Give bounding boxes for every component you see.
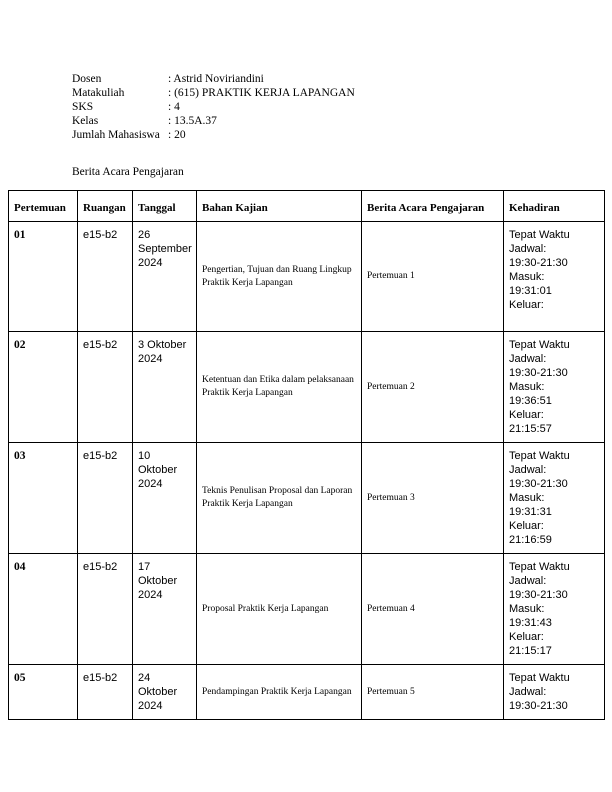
- cell-berita-acara: Pertemuan 4: [362, 554, 504, 665]
- kehadiran-line: Tepat Waktu: [509, 339, 570, 351]
- cell-kehadiran: [504, 332, 605, 443]
- info-row-jumlah: [72, 128, 355, 142]
- table-row: [9, 554, 605, 665]
- course-info: [72, 72, 355, 142]
- info-row-sks: [72, 100, 355, 114]
- kehadiran-line: Masuk:: [509, 271, 545, 283]
- kehadiran-line: Tepat Waktu: [509, 672, 570, 684]
- kehadiran-line: 19:30-21:30: [509, 589, 568, 601]
- cell-pertemuan: 03: [9, 443, 78, 554]
- cell-pertemuan: 05: [9, 665, 78, 720]
- kehadiran-line: 21:15:57: [509, 423, 552, 435]
- kehadiran-line: 19:31:43: [509, 617, 552, 629]
- kehadiran-line: 21:15:17: [509, 645, 552, 657]
- info-label: Jumlah Mahasiswa: [72, 129, 160, 141]
- info-value: : Astrid Noviriandini: [168, 73, 264, 85]
- cell-berita-acara: Pertemuan 5: [362, 665, 504, 720]
- kehadiran-line: Keluar:: [509, 409, 544, 421]
- kehadiran-line: 19:31:31: [509, 506, 552, 518]
- kehadiran-line: 19:30-21:30: [509, 257, 568, 269]
- table-row: [9, 443, 605, 554]
- table-row: [9, 332, 605, 443]
- cell-kehadiran: [504, 554, 605, 665]
- kehadiran-line: Tepat Waktu: [509, 450, 570, 462]
- cell-ruangan: e15-b2: [78, 332, 133, 443]
- cell-tanggal: 10 Oktober 2024: [133, 443, 197, 554]
- kehadiran-line: Tepat Waktu: [509, 561, 570, 573]
- kehadiran-line: Masuk:: [509, 603, 545, 615]
- info-value: : 13.5A.37: [168, 115, 217, 127]
- kehadiran-line: 21:16:59: [509, 534, 552, 546]
- info-value: : 4: [168, 101, 180, 113]
- info-label: SKS: [72, 101, 94, 113]
- info-label: Kelas: [72, 115, 99, 127]
- info-row-matakuliah: [72, 86, 355, 100]
- info-value: : (615) PRAKTIK KERJA LAPANGAN: [168, 87, 355, 99]
- table-row: [9, 665, 605, 720]
- header-kehadiran: Kehadiran: [504, 191, 605, 222]
- cell-berita-acara: Pertemuan 2: [362, 332, 504, 443]
- kehadiran-line: Masuk:: [509, 492, 545, 504]
- cell-bahan-kajian: Pendampingan Praktik Kerja Lapangan: [197, 665, 362, 720]
- cell-bahan-kajian: Ketentuan dan Etika dalam pelaksanaan Praktik Kerja Lapangan: [197, 332, 362, 443]
- kehadiran-line: 19:30-21:30: [509, 478, 568, 490]
- header-bahan-kajian: Bahan Kajian: [197, 191, 362, 222]
- kehadiran-line: Jadwal:: [509, 575, 547, 587]
- cell-ruangan: e15-b2: [78, 443, 133, 554]
- info-label: Matakuliah: [72, 87, 125, 99]
- cell-berita-acara: Pertemuan 1: [362, 222, 504, 332]
- header-berita-acara: Berita Acara Pengajaran: [362, 191, 504, 222]
- cell-bahan-kajian: Pengertian, Tujuan dan Ruang Lingkup Praktik Kerja Lapangan: [197, 222, 362, 332]
- kehadiran-line: Jadwal:: [509, 353, 547, 365]
- cell-tanggal: 26 September 2024: [133, 222, 197, 332]
- table-header-row: [9, 191, 605, 222]
- cell-ruangan: e15-b2: [78, 554, 133, 665]
- header-pertemuan: Pertemuan: [9, 191, 78, 222]
- kehadiran-line: Jadwal:: [509, 243, 547, 255]
- info-row-dosen: [72, 72, 355, 86]
- cell-bahan-kajian: Teknis Penulisan Proposal dan Laporan Praktik Kerja Lapangan: [197, 443, 362, 554]
- kehadiran-line: Keluar:: [509, 520, 544, 532]
- kehadiran-line: Tepat Waktu: [509, 229, 570, 241]
- cell-bahan-kajian: Proposal Praktik Kerja Lapangan: [197, 554, 362, 665]
- kehadiran-line: 19:30-21:30: [509, 367, 568, 379]
- cell-tanggal: 3 Oktober 2024: [133, 332, 197, 443]
- cell-pertemuan: 02: [9, 332, 78, 443]
- header-ruangan: Ruangan: [78, 191, 133, 222]
- kehadiran-line: Jadwal:: [509, 464, 547, 476]
- kehadiran-line: 19:30-21:30: [509, 700, 568, 712]
- table-row: [9, 222, 605, 332]
- cell-tanggal: 24 Oktober 2024: [133, 665, 197, 720]
- cell-tanggal: 17 Oktober 2024: [133, 554, 197, 665]
- cell-berita-acara: Pertemuan 3: [362, 443, 504, 554]
- info-value: : 20: [168, 129, 186, 141]
- kehadiran-line: 19:36:51: [509, 395, 552, 407]
- kehadiran-line: Jadwal:: [509, 686, 547, 698]
- cell-kehadiran: [504, 665, 605, 720]
- cell-pertemuan: 04: [9, 554, 78, 665]
- table-caption: Berita Acara Pengajaran: [72, 166, 184, 178]
- kehadiran-line: Masuk:: [509, 381, 545, 393]
- kehadiran-line: 19:31:01: [509, 285, 552, 297]
- info-row-kelas: [72, 114, 355, 128]
- info-label: Dosen: [72, 73, 102, 85]
- cell-ruangan: e15-b2: [78, 665, 133, 720]
- kehadiran-line: Keluar:: [509, 299, 544, 311]
- cell-ruangan: e15-b2: [78, 222, 133, 332]
- cell-kehadiran: [504, 443, 605, 554]
- cell-kehadiran: [504, 222, 605, 332]
- attendance-table: [8, 190, 605, 720]
- cell-pertemuan: 01: [9, 222, 78, 332]
- kehadiran-line: Keluar:: [509, 631, 544, 643]
- header-tanggal: Tanggal: [133, 191, 197, 222]
